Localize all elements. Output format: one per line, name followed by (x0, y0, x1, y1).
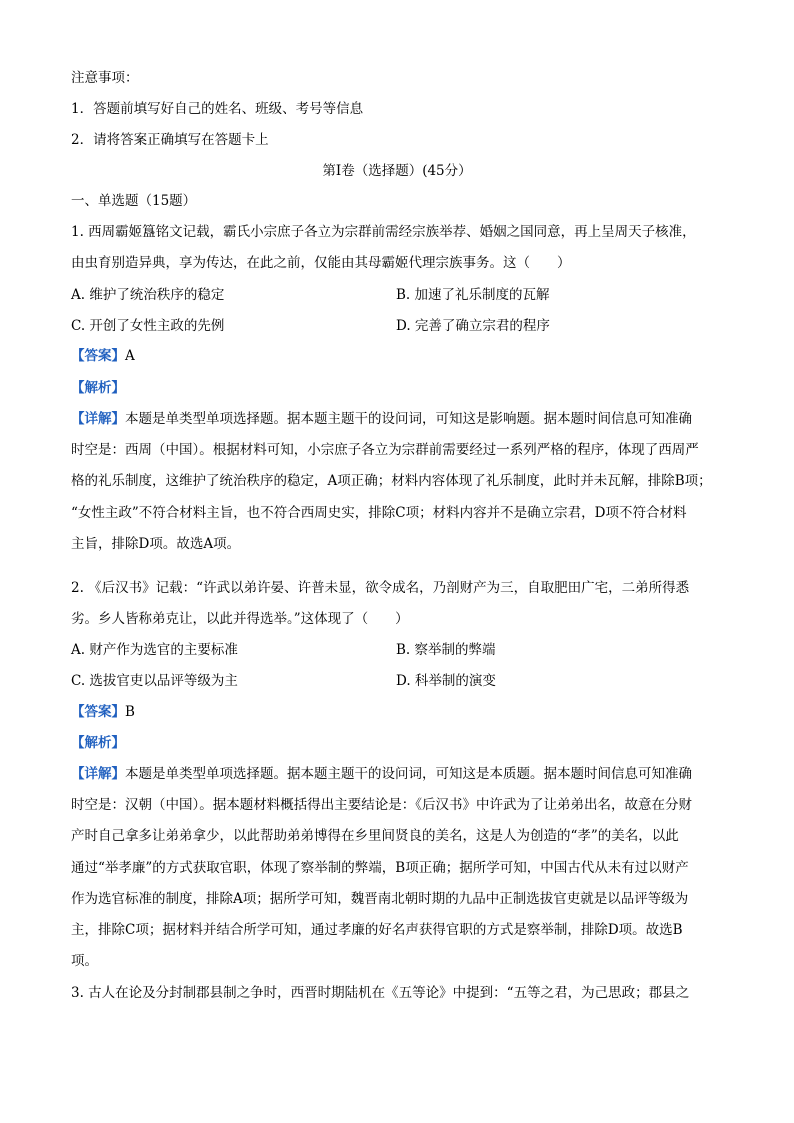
question-2-detail (71, 764, 692, 784)
question-2-option-c: C. 选拔官吏以品评等级为主 (71, 673, 238, 689)
question-2-detail: 作为选官标准的制度，排除A项；据所学可知，魏晋南北朝时期的九品中正制选拔官吏就是以品评等级为 (71, 891, 689, 907)
question-1-detail: “女性主政”不符合材料主旨，也不符合西周史实，排除C项；材料内容并不是确立宗君，D项不符合材料 (71, 505, 687, 521)
question-1-option-d: D. 完善了确立宗君的程序 (396, 318, 550, 334)
detail-text: 本题是单类型单项选择题。据本题主题干的设问词，可知这是本质题。据本题时间信息可知准确 (125, 766, 692, 782)
question-2-answer (71, 702, 135, 722)
question-2-detail: 项。 (71, 953, 98, 969)
question-1-stem: 1. 西周霸姬簋铭文记载，霸氏小宗庶子各立为宗群前需经宗族举荐、婚姻之国同意，再上呈周天子核准， (71, 224, 696, 240)
question-2-detail: 通过“举孝廉”的方式获取官职，体现了察举制的弊端，B项正确；据所学可知，中国古代从未有过以财产 (71, 860, 689, 876)
question-1-option-a: A. 维护了统治秩序的稳定 (71, 287, 225, 303)
detail-text: 本题是单类型单项选择题。据本题主题干的设问词，可知这是影响题。据本题时间信息可知准确 (125, 411, 692, 427)
answer-value: A (125, 348, 135, 364)
answer-label: 【答案】 (71, 704, 125, 720)
question-2-stem: 2. 《后汉书》记载：“许武以弟许晏、许普未显，欲令成名，乃剖财产为三，自取肥田广宅，二弟所得悉 (71, 580, 690, 596)
question-3-stem: 3. 古人在论及分封制郡县制之争时，西晋时期陆机在《五等论》中提到：“五等之君，为己思政；郡县之 (71, 985, 690, 1001)
part-title: 第I卷（选择题）(45分） (322, 163, 472, 179)
question-1-analysis-label (71, 378, 125, 398)
answer-label: 【答案】 (71, 348, 125, 364)
answer-value: B (125, 704, 135, 720)
question-2-analysis-label (71, 733, 125, 753)
section-title: 一、单选题（15题） (71, 193, 197, 209)
notice-heading: 注意事项： (71, 70, 139, 86)
question-2-option-a: A. 财产作为选官的主要标准 (71, 642, 238, 658)
question-2-option-d: D. 科举制的演变 (396, 673, 496, 689)
question-1-detail (71, 409, 692, 429)
question-1-detail: 主旨，排除D项。故选A项。 (71, 536, 241, 552)
question-2-option-b: B. 察举制的弊端 (396, 642, 496, 658)
question-1-detail: 时空是：西周（中国）。根据材料可知，小宗庶子各立为宗群前需要经过一系列严格的程序，体现了西周严 (71, 442, 699, 458)
question-2-stem: 劣。乡人皆称弟克让，以此并得选举。”这体现了（ ） (71, 611, 409, 627)
notice-item: 2．请将答案正确填写在答题卡上 (71, 132, 269, 148)
question-2-detail: 时空是：汉朝（中国）。据本题材料概括得出主要结论是：《后汉书》中许武为了让弟弟出名，故意在分财 (71, 797, 692, 813)
notice-item: 1．答题前填写好自己的姓名、班级、考号等信息 (71, 101, 364, 117)
analysis-label: 【解析】 (71, 735, 125, 751)
analysis-label: 【解析】 (71, 380, 125, 396)
detail-label: 【详解】 (71, 766, 125, 782)
question-1-stem: 由虫育别造异典，享为传达，在此之前，仅能由其母霸姬代理宗族事务。这（ ） (71, 255, 571, 271)
question-1-option-b: B. 加速了礼乐制度的瓦解 (396, 287, 550, 303)
question-1-detail: 格的礼乐制度，这维护了统治秩序的稳定，A项正确；材料内容体现了礼乐制度，此时并未瓦解，排除B项； (71, 473, 712, 489)
detail-label: 【详解】 (71, 411, 125, 427)
question-1-option-c: C. 开创了女性主政的先例 (71, 318, 225, 334)
question-2-detail: 主，排除C项；据材料并结合所学可知，通过孝廉的好名声获得官职的方式是察举制，排除D项。故选B (71, 922, 683, 938)
question-1-answer (71, 346, 135, 366)
question-2-detail: 产时自己拿多让弟弟拿少，以此帮助弟弟博得在乡里间贤良的美名，这是人为创造的“孝”的美名，以此 (71, 828, 679, 844)
